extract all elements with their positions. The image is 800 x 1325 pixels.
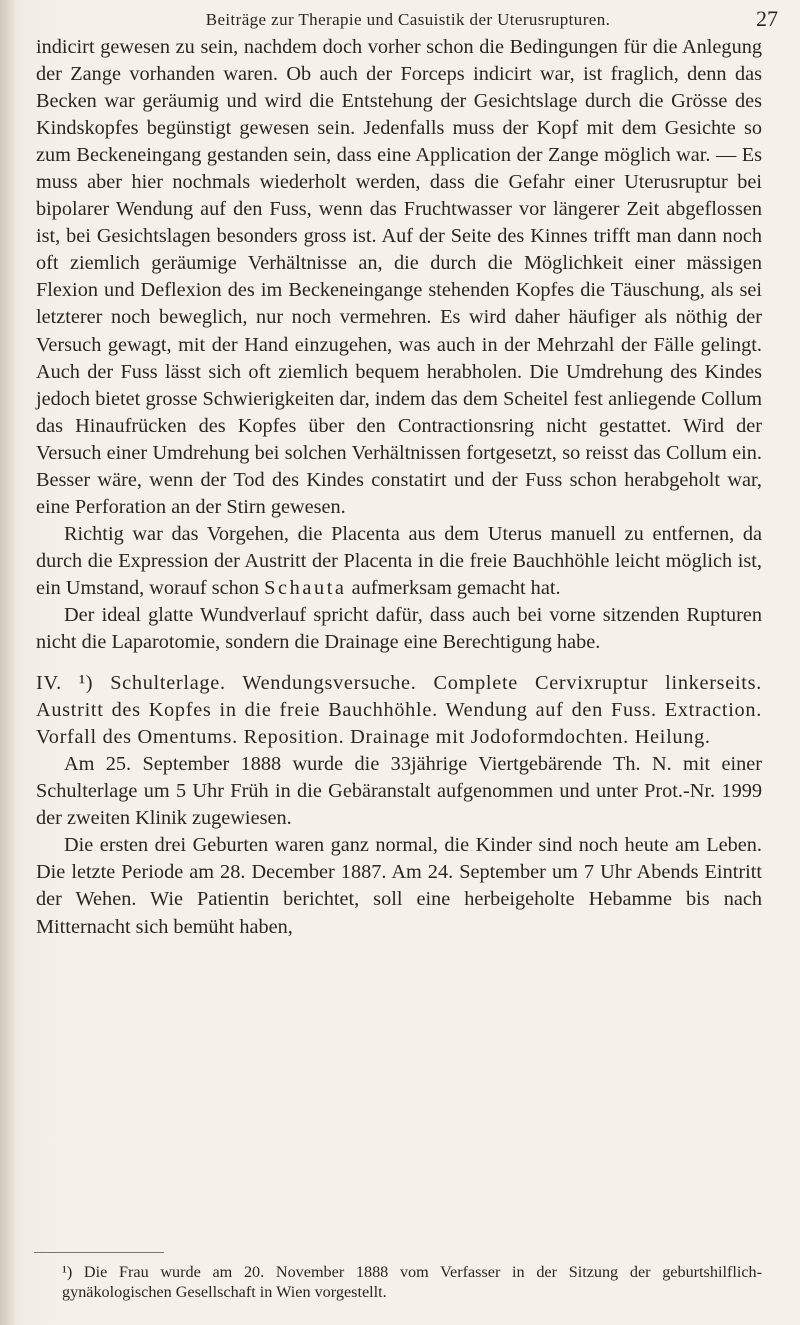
page-number: 27 [756,6,778,31]
case-paragraph-history: Die ersten drei Geburten waren ganz normal, die Kinder sind noch heute am Leben. Die letzte Periode am 28. December 1887. Am 24. September um 7 Uhr Abends Eintritt der Wehen. Wie Patientin berichtet, soll eine herbeigeholte Hebamme bis nach Mitternacht sich bemüht haben, [36,834,762,938]
paragraph-placenta-after: aufmerksam gemacht hat. [346,576,561,599]
paragraph-drainage: Der ideal glatte Wundverlauf spricht dafür, dass auch bei vorne sitzenden Rupturen nicht die Laparotomie, sondern die Drainage eine Berechtigung habe. [36,603,762,654]
footnote-text: ¹) Die Frau wurde am 20. November 1888 vom Verfasser in der Sitzung der geburtshilflich-gynäkologischen Gesellschaft in Wien vorgestellt. [62,1263,762,1301]
paragraph-placenta-before: Richtig war das Vorgehen, die Placenta aus dem Uterus manuell zu entfernen, da durch die Expression der Austritt der Placenta in die freie Bauchhöhle leicht möglich ist, ein Umstand, worauf schon [36,522,762,599]
paragraph-placenta [36,521,762,602]
running-title: Beiträge zur Therapie und Casuistik der Uterusrupturen. [205,10,611,29]
case-heading: IV. ¹) Schulterlage. Wendungsversuche. Complete Cervixruptur linkerseits. Austritt des Kopfes in die freie Bauchhöhle. Wendung auf den Fuss. Extraction. Vorfall des Omentums. Reposition. Drainage mit Jodoformdochten. Heilung. [36,672,762,749]
footnote-divider [34,1252,164,1253]
paragraph-continued: indicirt gewesen zu sein, nachdem doch vorher schon die Bedingungen für die Anlegung der Zange vorhanden waren. Ob auch der Forceps indicirt war, ist fraglich, denn das Becken war geräumig und wird die Entstehung der Gesichtslage durch die Grösse des Kindskopfes begünstigt gewesen sein. Jedenfalls muss der Kopf mit dem Gesichte so zum Beckeneingang gestanden sein, dass eine Application der Zange möglich war. — Es muss aber hier nochmals wiederholt werden, dass die Gefahr einer Uterusruptur bei bipolarer Wendung auf den Fuss, wenn das Fruchtwasser vor längerer Zeit abgeflossen ist, bei Gesichtslagen besonders gross ist. Auf der Seite des Kinnes trifft man dann noch oft ziemlich geräumige Verhältnisse an, die durch die Möglichkeit einer mässigen Flexion und Deflexion des im Beckeneingange stehenden Kopfes die Täuschung, als sei letzterer noch beweglich, nur noch vermehren. Es wird daher häufiger als nöthig der Versuch gewagt, mit der Hand einzugehen, was auch in der Mehrzahl der Fälle gelingt. Auch der Fuss lässt sich oft ziemlich bequem herabholen. Die Umdrehung des Kindes jedoch bietet grosse Schwierigkeiten dar, indem das dem Scheitel fest anliegende Collum das Hinaufrücken des Kopfes über den Contractionsring nicht gestattet. Wird der Versuch einer Umdrehung bei solchen Verhältnissen fortgesetzt, so reisst das Collum ein. Besser wäre, wenn der Tod des Kindes constatirt und der Fuss schon herabgeholt war, eine Perforation an der Stirn gewesen. [36,36,762,518]
author-name-schauta: Schauta [264,576,347,599]
page-header [138,6,778,36]
footnote [36,1262,762,1302]
main-text [36,34,762,941]
case-paragraph-admission: Am 25. September 1888 wurde die 33jährige Viertgebärende Th. N. mit einer Schulterlage um 5 Uhr Früh in die Gebäranstalt aufgenommen und unter Prot.-Nr. 1999 der zweiten Klinik zugewiesen. [36,753,762,830]
page-binding-shadow [0,0,14,1325]
